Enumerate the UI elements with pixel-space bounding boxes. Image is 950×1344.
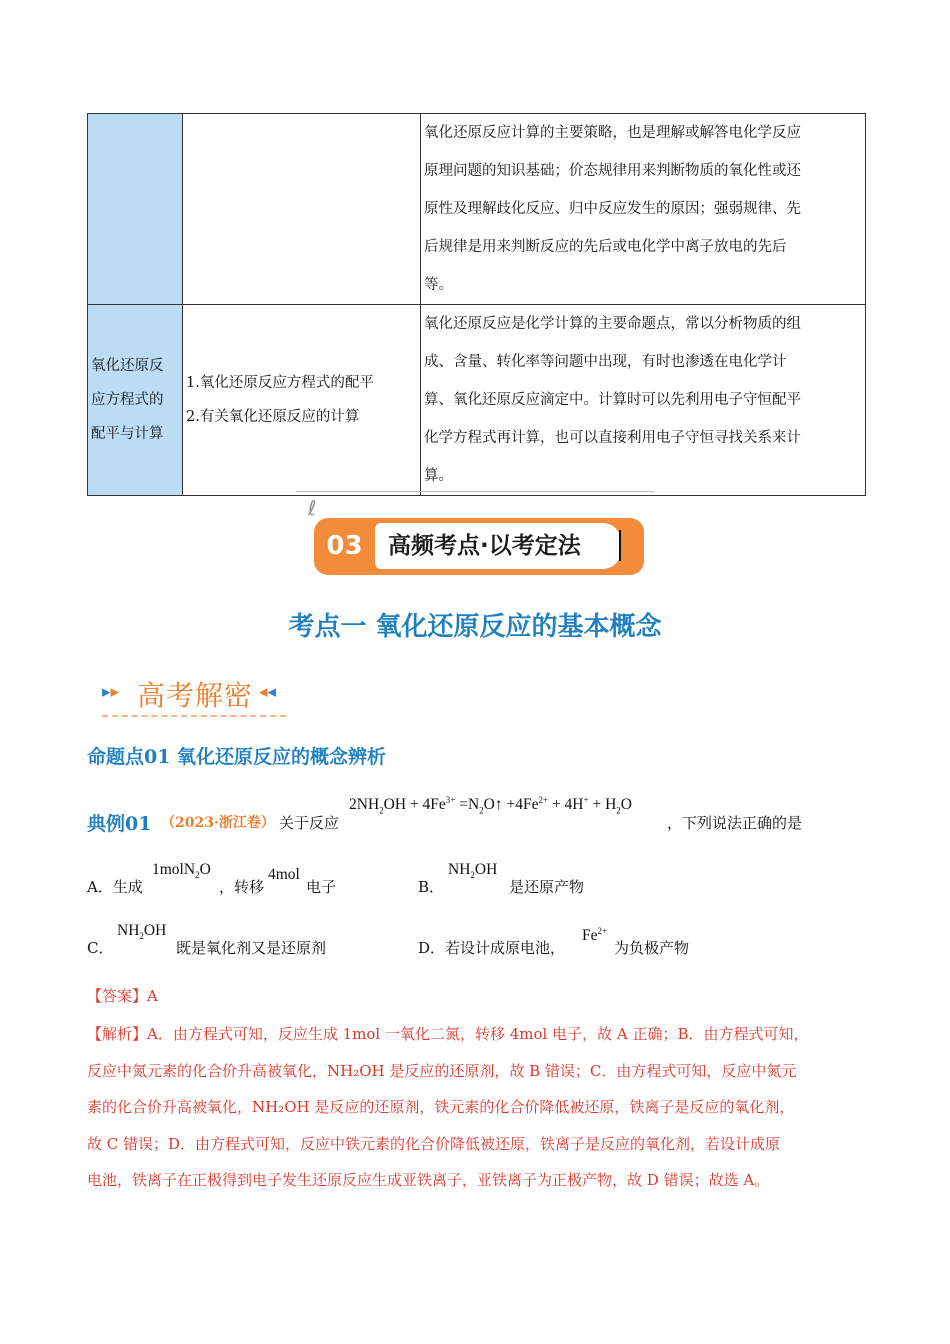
cell-line: 成、含量、转化率等问题中出现，有时也渗透在电化学计 [424, 354, 787, 370]
option-b-text: 是还原产物 [509, 878, 585, 896]
left-arrows-icon: ▸▸ [102, 682, 120, 702]
option-d-formula: $Fe^{2+}$ [582, 926, 608, 945]
table-cell-category [88, 114, 183, 305]
table-row [88, 114, 866, 305]
table-cell-points [183, 114, 421, 305]
example-suffix: ，下列说法正确的是 [667, 814, 803, 832]
topic-heading: 命题点01 氧化还原反应的概念辨析 [87, 746, 387, 768]
option-a-formula: 1molN$_2$O [152, 861, 211, 881]
analysis-line: 反应中氮元素的化合价升高被氧化，NH₂OH 是反应的还原剂，故 B 错误；C．由方程式可知，反应中氮元 [87, 1061, 797, 1080]
knowledge-table [87, 113, 866, 496]
analysis [87, 1016, 868, 1199]
option-d-text: D．若设计成原电池， [418, 939, 566, 957]
section-banner-number: 03 [326, 531, 363, 561]
option-a-text: A．生成 [87, 878, 143, 896]
cell-line: 应方程式的 [91, 392, 164, 408]
example-label: 典例01 [87, 813, 152, 835]
cell-line: 后规律是用来判断反应的先后或电化学中离子放电的先后 [424, 239, 787, 255]
analysis-line: 素的化合价升高被氧化，NH₂OH 是反应的还原剂，铁元素的化合价降低被还原，铁离子是反应的氧化剂， [87, 1098, 795, 1116]
cell-line: 氧化还原反应计算的主要策略，也是理解或解答电化学反应 [424, 125, 801, 141]
table-cell-points [183, 305, 421, 496]
option-c-text: 既是氧化剂又是还原剂 [176, 939, 327, 957]
text-cursor [619, 530, 621, 561]
gaokao-title: 高考解密 [137, 679, 254, 712]
cell-line: 原理问题的知识基础；价态规律用来判断物质的氧化性或还 [424, 163, 801, 179]
analysis-line: 电池，铁离子在正极得到电子发生还原反应生成亚铁离子，亚铁离子为正极产物，故 D 错误；故选 A。 [87, 1171, 770, 1189]
reaction-equation: $2NH_2OH + 4Fe^{3+}$ $=N_2O↑ +4Fe^{2+} + 4H^+ + H_2O$ [349, 795, 632, 816]
analysis-line: 故 C 错误；D．由方程式可知，反应中铁元素的化合价降低被还原，铁离子是反应的氧化剂，若设计成原 [87, 1134, 781, 1153]
option-d-text: 为负极产物 [614, 939, 690, 957]
section-title: 考点一 氧化还原反应的基本概念 [288, 612, 662, 642]
cell-line: 等。 [424, 277, 453, 293]
section-banner-title: 高频考点·以考定法 [388, 533, 581, 559]
table-row [88, 305, 866, 496]
example-prefix: 关于反应 [279, 814, 340, 832]
cell-line: 化学方程式再计算，也可以直接利用电子守恒寻找关系来计 [424, 430, 801, 446]
example-source: （2023·浙江卷） [161, 815, 275, 831]
option-c-formula: $NH_2OH$ [117, 922, 167, 942]
analysis-line: 【解析】A．由方程式可知，反应生成 1mol 一氧化二氮，转移 4mol 电子，故 A 正确；B．由方程式可知， [87, 1025, 809, 1043]
option-a-formula: 4mol [268, 866, 300, 883]
option-c-text: C． [87, 939, 114, 957]
option-b-text: B． [418, 878, 445, 896]
cell-line: 原性及理解歧化反应、归中反应发生的原因；强弱规律、先 [424, 201, 801, 217]
cell-line: 1.氧化还原反应方程式的配平 [186, 375, 374, 391]
dashed-underline [102, 715, 286, 717]
cell-line: 2.有关氧化还原反应的计算 [186, 409, 360, 425]
cell-line: 氧化还原反 [91, 358, 164, 374]
table-cell-description [421, 305, 866, 496]
table-cell-description [421, 114, 866, 305]
answer: 【答案】A [87, 987, 158, 1005]
curl-decoration-icon: ℓ [308, 496, 317, 520]
right-arrows-icon: ◂◂ [259, 682, 277, 702]
cell-line: 氧化还原反应是化学计算的主要命题点，常以分析物质的组 [424, 316, 801, 332]
cell-line: 算、氧化还原反应滴定中。计算时可以先利用电子守恒配平 [424, 392, 801, 408]
option-b-formula: $NH_2OH$ [448, 861, 498, 881]
cell-line: 配平与计算 [91, 426, 164, 442]
banner-rule [296, 491, 654, 492]
option-a-text: 电子 [306, 878, 337, 896]
table-cell-category [88, 305, 183, 496]
option-a-text: ，转移 [219, 878, 265, 896]
cell-line: 算。 [424, 468, 453, 484]
